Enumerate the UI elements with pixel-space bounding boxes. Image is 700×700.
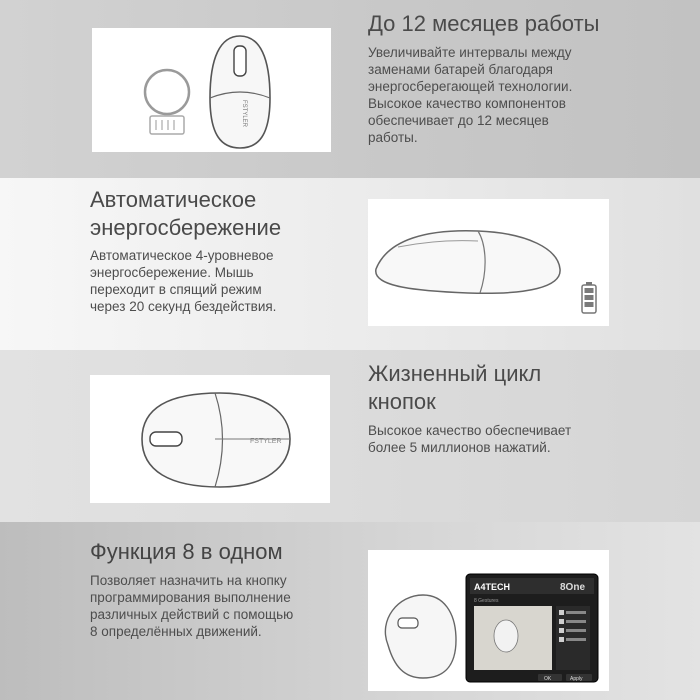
mouse-top-horizontal-image bbox=[90, 375, 330, 503]
section-2-line-2: энергосбережение. Мышь bbox=[90, 265, 254, 280]
section-2-line-3: переходит в спящий режим bbox=[90, 282, 262, 297]
section-4-line-4: 8 определённых движений. bbox=[90, 624, 262, 639]
apply-button-label: Apply bbox=[570, 676, 583, 682]
section-4-line-1: Позволяет назначить на кнопку bbox=[90, 573, 287, 588]
section-3-title-line-2: кнопок bbox=[368, 389, 436, 414]
section-3-line-2: более 5 миллионов нажатий. bbox=[368, 440, 551, 455]
section-8-in-1 bbox=[0, 522, 700, 700]
section-2-line-1: Автоматическое 4-уровневое bbox=[90, 248, 274, 263]
section-2-title-line-2: энергосбережение bbox=[90, 215, 282, 240]
side-view-image-panel bbox=[368, 199, 609, 326]
section-button-lifecycle bbox=[0, 350, 700, 522]
software-brand: A4TECH bbox=[474, 582, 511, 592]
ok-button-label: OK bbox=[544, 676, 552, 682]
section-4-line-2: программирования выполнение bbox=[90, 590, 291, 605]
software-image-panel bbox=[368, 550, 609, 691]
top-view-image-panel bbox=[90, 375, 330, 503]
section-battery-life bbox=[0, 0, 700, 178]
section-2-title-line-1: Автоматическое bbox=[90, 187, 257, 212]
section-1-line-5: обеспечивает до 12 месяцев bbox=[368, 113, 549, 128]
section-2-line-4: через 20 секунд бездействия. bbox=[90, 299, 277, 314]
section-1-line-4: Высокое качество компонентов bbox=[368, 96, 566, 111]
software-subtitle: 8 Gestures bbox=[474, 598, 499, 604]
section-4-title: Функция 8 в одном bbox=[90, 539, 283, 564]
mouse-side-view-image bbox=[368, 199, 609, 326]
mouse-top-view-image bbox=[92, 28, 331, 152]
section-1-line-3: энергосберегающей технологии. bbox=[368, 79, 573, 94]
section-1-title: До 12 месяцев работы bbox=[368, 11, 600, 36]
section-3-title-line-1: Жизненный цикл bbox=[368, 361, 542, 386]
mouse-software-image bbox=[368, 550, 609, 691]
section-1-line-6: работы. bbox=[368, 130, 418, 145]
section-power-saving bbox=[0, 178, 700, 350]
section-3-line-1: Высокое качество обеспечивает bbox=[368, 423, 572, 438]
brand-label-rotated: FSTYLER bbox=[250, 438, 282, 445]
software-logo: 8One bbox=[560, 582, 586, 593]
section-4-line-3: различных действий с помощью bbox=[90, 607, 294, 622]
section-1-line-2: заменами батарей благодаря bbox=[368, 62, 553, 77]
battery-image-panel bbox=[92, 28, 331, 152]
battery-icon bbox=[582, 282, 596, 313]
section-1-line-1: Увеличивайте интервалы между bbox=[368, 45, 572, 60]
brand-label: FSTYLER bbox=[241, 100, 247, 128]
